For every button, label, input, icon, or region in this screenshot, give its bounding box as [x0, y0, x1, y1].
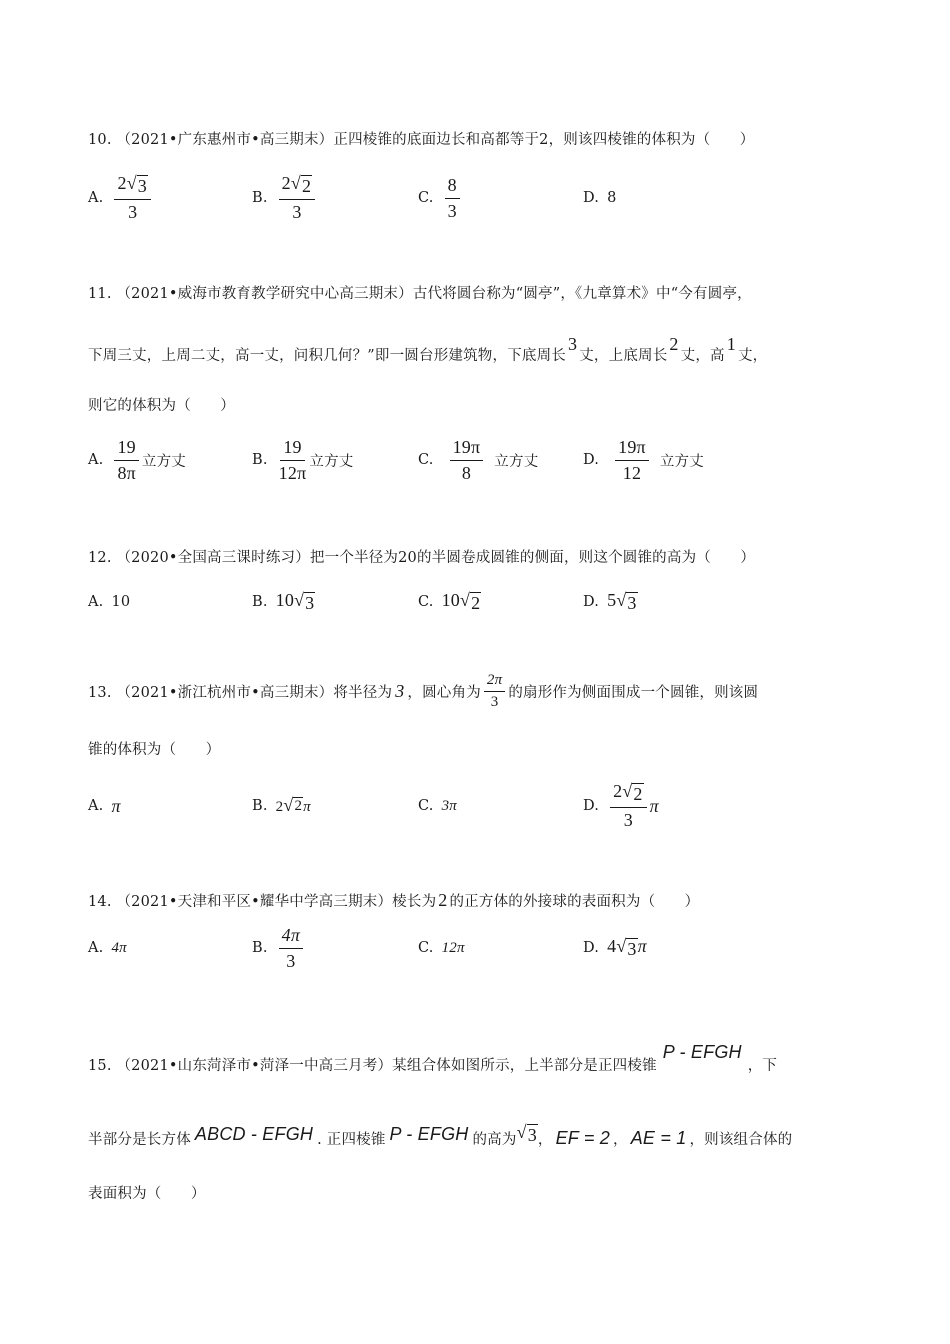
- option-c[interactable]: C. 10 √ 2: [418, 590, 481, 613]
- option-a[interactable]: A. 2 √ 3 3: [88, 168, 154, 228]
- question-14-line-1: 14. （2021•天津和平区•耀华中学高三期末）棱长为 2 的正方体的外接球的表面积为（ ）: [88, 890, 700, 910]
- option-a[interactable]: A. 10: [88, 594, 131, 610]
- question-15-line-3: 表面积为（ ）: [88, 1186, 206, 1202]
- option-a[interactable]: A. 4π: [88, 939, 127, 956]
- question-10-options: [88, 168, 858, 228]
- question-15-line-1: 15. （2021•山东菏泽市•菏泽一中高三月考）某组合体如图所示，上半部分是正四棱锥P - EFGH，下: [88, 1042, 778, 1074]
- question-12-options: [88, 572, 858, 632]
- option-b[interactable]: B. 2 √ 2 3: [252, 168, 318, 228]
- option-d[interactable]: D. 4 √ 3 π: [583, 936, 647, 959]
- option-a[interactable]: A. π: [88, 795, 121, 816]
- option-d[interactable]: D. 8: [583, 190, 617, 206]
- question-11-line-2: 下周三丈，上周二丈，高一丈，问积几何？”即一圆台形建筑物，下底周长3丈，上底周长2丈，高1丈，: [88, 334, 768, 364]
- option-b[interactable]: B. $\frac{19}{12\pi}$ 立方丈: [252, 436, 354, 483]
- question-13-options: [88, 776, 858, 836]
- question-13-line-2: 锥的体积为（ ）: [88, 742, 221, 758]
- question-11-options: [88, 430, 858, 490]
- option-d[interactable]: D. $\frac{19\pi}{12}$ 立方丈: [583, 436, 704, 483]
- option-a[interactable]: A. $\frac{19}{8\pi}$ 立方丈: [88, 436, 186, 483]
- option-c[interactable]: C. $\frac{19\pi}{8}$ 立方丈: [418, 436, 539, 483]
- option-d[interactable]: D. 2 √ 2 3 π: [583, 781, 659, 830]
- option-c[interactable]: C. 3π: [418, 797, 458, 814]
- question-14-options: [88, 918, 858, 978]
- option-c[interactable]: C. 12π: [418, 939, 465, 956]
- option-b[interactable]: B. 2 √ 2 π: [252, 795, 311, 815]
- question-15-line-2: 半部分是长方体 ABCD - EFGH . 正四棱锥 P - EFGH 的高为 √ 3 ， EF = 2 ， AE = 1 ，则该组合体的: [88, 1122, 793, 1148]
- option-c[interactable]: C. $\frac{8}{3}$: [418, 168, 463, 228]
- option-d[interactable]: D. 5 √ 3: [583, 590, 637, 613]
- option-b[interactable]: B. 10 √ 3: [252, 590, 315, 613]
- question-13-line-1: 13. （2021•浙江杭州市•高三期末）将半径为 3 ，圆心角为 $\frac{2\pi}{3}$ 的扇形作为侧面围成一个圆锥，则该圆: [88, 672, 759, 711]
- question-11-line-3: 则它的体积为（ ）: [88, 398, 235, 414]
- question-10-stem: 10. （2021•广东惠州市•高三期末）正四棱锥的底面边长和高都等于2，则该四棱锥的体积为（ ）: [88, 132, 755, 148]
- question-12-stem: 12. （2020•全国高三课时练习）把一个半径为20的半圆卷成圆锥的侧面，则这个圆锥的高为（ ）: [88, 550, 756, 566]
- question-11-line-1: 11. （2021•威海市教育教学研究中心高三期末）古代将圆台称为“圆亭”，《九章算术》中“今有圆亭，: [88, 286, 752, 302]
- option-b[interactable]: B. $\frac{4\pi}{3}$: [252, 918, 306, 978]
